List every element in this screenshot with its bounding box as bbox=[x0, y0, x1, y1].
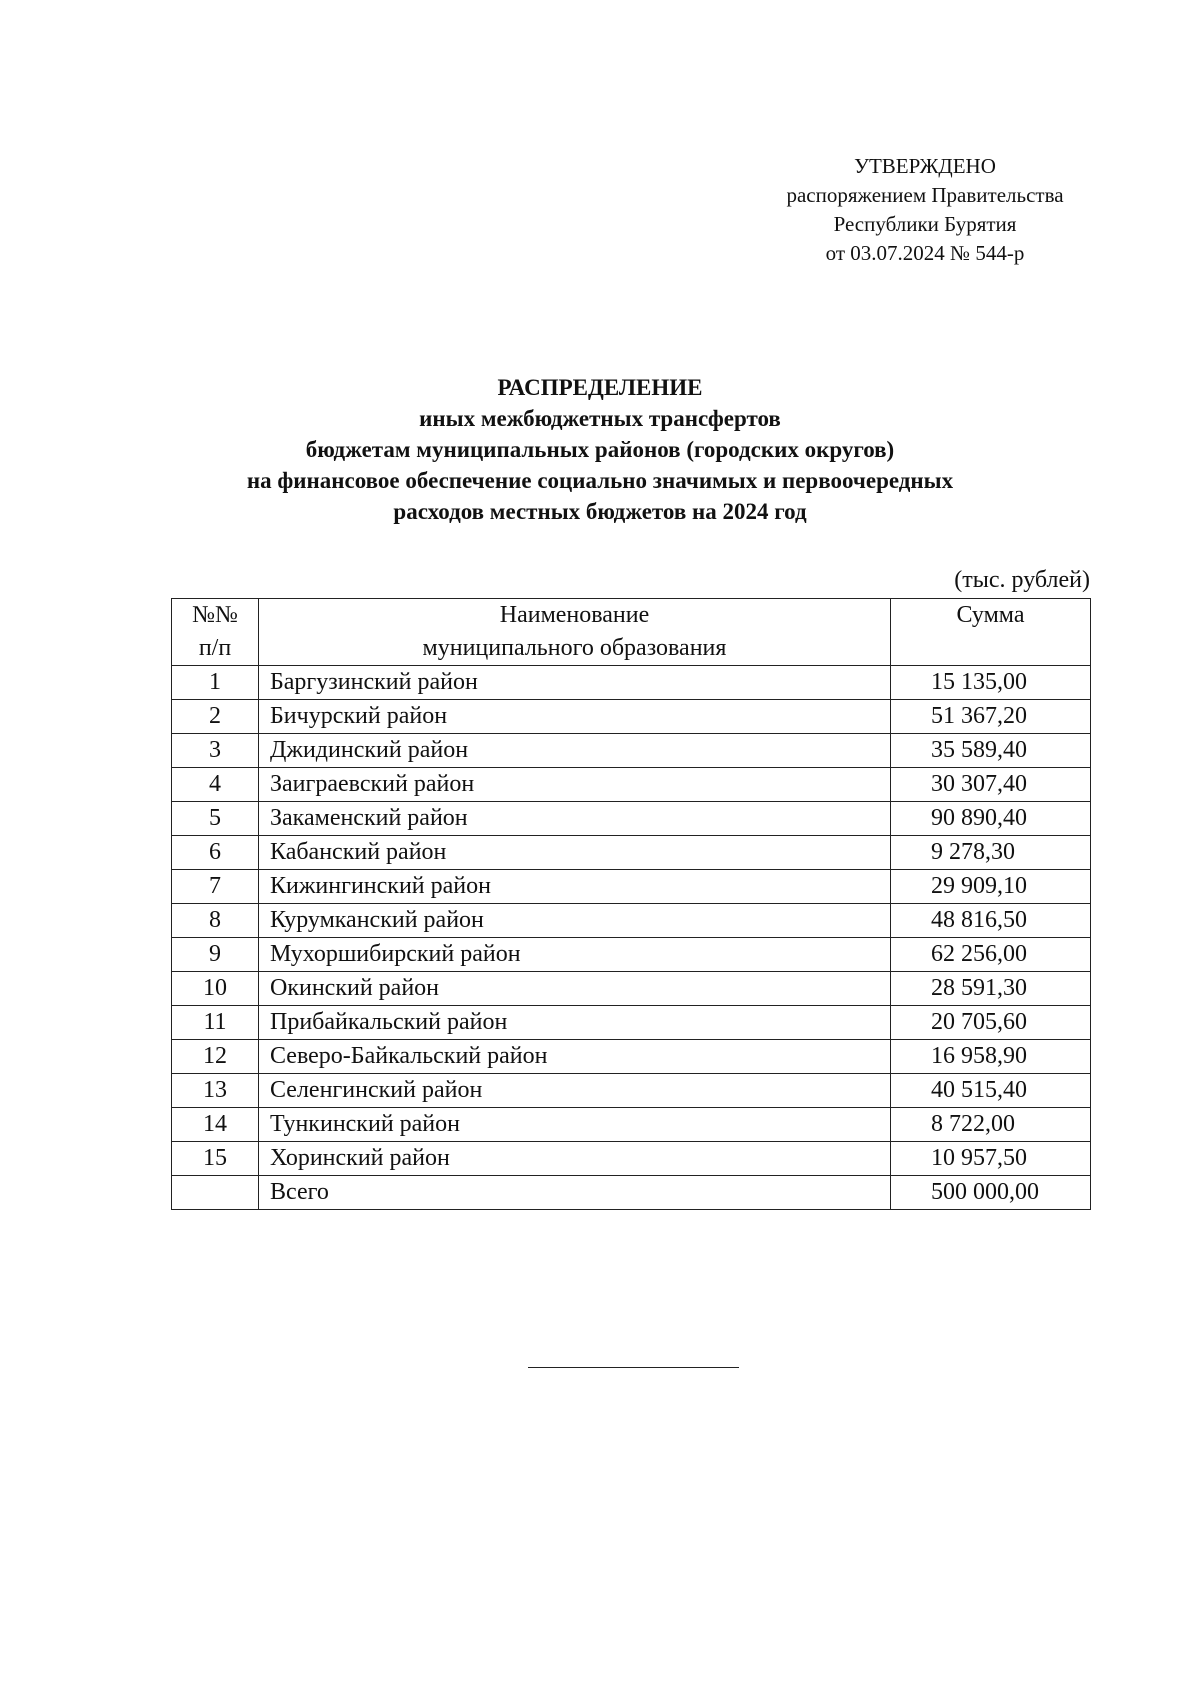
approval-stamp bbox=[760, 152, 1090, 268]
row-number: 9 bbox=[172, 938, 259, 972]
title-line-1: РАСПРЕДЕЛЕНИЕ bbox=[497, 375, 703, 400]
row-sum: 35 589,40 bbox=[891, 734, 1091, 768]
row-number: 5 bbox=[172, 802, 259, 836]
row-municipality: Кабанский район bbox=[259, 836, 891, 870]
title-line-3: бюджетам муниципальных районов (городских округов) bbox=[305, 437, 895, 462]
row-number: 1 bbox=[172, 666, 259, 700]
row-municipality: Заиграевский район bbox=[259, 768, 891, 802]
row-municipality: Джидинский район bbox=[259, 734, 891, 768]
table-row bbox=[172, 836, 1091, 870]
row-municipality: Селенгинский район bbox=[259, 1074, 891, 1108]
header-sum bbox=[891, 599, 1091, 666]
header-name bbox=[259, 599, 891, 666]
row-sum: 62 256,00 bbox=[891, 938, 1091, 972]
row-sum: 10 957,50 bbox=[891, 1142, 1091, 1176]
row-sum: 28 591,30 bbox=[891, 972, 1091, 1006]
header-number bbox=[172, 599, 259, 666]
distribution-table bbox=[171, 598, 1091, 1210]
total-sum: 500 000,00 bbox=[891, 1176, 1091, 1210]
row-number: 7 bbox=[172, 870, 259, 904]
row-sum: 9 278,30 bbox=[891, 836, 1091, 870]
header-number-line-1: №№ bbox=[192, 602, 238, 628]
row-sum: 15 135,00 bbox=[891, 666, 1091, 700]
row-sum: 30 307,40 bbox=[891, 768, 1091, 802]
table-row bbox=[172, 1142, 1091, 1176]
table-row bbox=[172, 802, 1091, 836]
table-row bbox=[172, 1006, 1091, 1040]
total-label: Всего bbox=[259, 1176, 891, 1210]
row-municipality: Прибайкальский район bbox=[259, 1006, 891, 1040]
row-municipality: Окинский район bbox=[259, 972, 891, 1006]
approval-authority: распоряжением Правительства bbox=[786, 183, 1064, 207]
table-row bbox=[172, 938, 1091, 972]
row-number: 3 bbox=[172, 734, 259, 768]
row-number: 11 bbox=[172, 1006, 259, 1040]
row-number: 13 bbox=[172, 1074, 259, 1108]
row-sum: 48 816,50 bbox=[891, 904, 1091, 938]
title-line-2: иных межбюджетных трансфертов bbox=[419, 406, 781, 431]
table-row bbox=[172, 904, 1091, 938]
row-municipality: Бичурский район bbox=[259, 700, 891, 734]
row-municipality: Курумканский район bbox=[259, 904, 891, 938]
row-sum: 8 722,00 bbox=[891, 1108, 1091, 1142]
row-municipality: Закаменский район bbox=[259, 802, 891, 836]
row-sum: 20 705,60 bbox=[891, 1006, 1091, 1040]
title-line-5: расходов местных бюджетов на 2024 год bbox=[393, 499, 807, 524]
row-number: 2 bbox=[172, 700, 259, 734]
row-municipality: Баргузинский район bbox=[259, 666, 891, 700]
units-label: (тыс. рублей) bbox=[954, 567, 1090, 593]
header-name-line-2: муниципального образования bbox=[422, 635, 727, 661]
row-number: 4 bbox=[172, 768, 259, 802]
title-line-4: на финансовое обеспечение социально значимых и первоочередных bbox=[246, 468, 954, 493]
end-divider-line bbox=[528, 1367, 739, 1368]
approval-date-number: от 03.07.2024 № 544-р bbox=[825, 241, 1025, 265]
total-number bbox=[172, 1176, 259, 1210]
row-sum: 51 367,20 bbox=[891, 700, 1091, 734]
approval-republic: Республики Бурятия bbox=[833, 212, 1017, 236]
row-municipality: Северо-Байкальский район bbox=[259, 1040, 891, 1074]
row-municipality: Кижингинский район bbox=[259, 870, 891, 904]
row-number: 12 bbox=[172, 1040, 259, 1074]
table-row bbox=[172, 734, 1091, 768]
header-sum-label: Сумма bbox=[956, 602, 1025, 628]
row-sum: 16 958,90 bbox=[891, 1040, 1091, 1074]
row-number: 15 bbox=[172, 1142, 259, 1176]
row-municipality: Хоринский район bbox=[259, 1142, 891, 1176]
row-municipality: Мухоршибирский район bbox=[259, 938, 891, 972]
approval-heading: УТВЕРЖДЕНО bbox=[854, 154, 996, 178]
header-number-line-2: п/п bbox=[198, 635, 232, 661]
row-number: 10 bbox=[172, 972, 259, 1006]
row-number: 14 bbox=[172, 1108, 259, 1142]
table-body bbox=[172, 666, 1091, 1210]
row-sum: 40 515,40 bbox=[891, 1074, 1091, 1108]
table-row bbox=[172, 768, 1091, 802]
row-sum: 29 909,10 bbox=[891, 870, 1091, 904]
table-header-row bbox=[172, 599, 1091, 666]
table-row bbox=[172, 972, 1091, 1006]
table-row bbox=[172, 1074, 1091, 1108]
table-row bbox=[172, 870, 1091, 904]
row-municipality: Тункинский район bbox=[259, 1108, 891, 1142]
document-title bbox=[100, 372, 1100, 527]
header-name-line-1: Наименование bbox=[499, 602, 650, 628]
table-row bbox=[172, 700, 1091, 734]
row-sum: 90 890,40 bbox=[891, 802, 1091, 836]
table-row bbox=[172, 1040, 1091, 1074]
table-row bbox=[172, 1108, 1091, 1142]
table-total-row bbox=[172, 1176, 1091, 1210]
table-row bbox=[172, 666, 1091, 700]
row-number: 6 bbox=[172, 836, 259, 870]
row-number: 8 bbox=[172, 904, 259, 938]
